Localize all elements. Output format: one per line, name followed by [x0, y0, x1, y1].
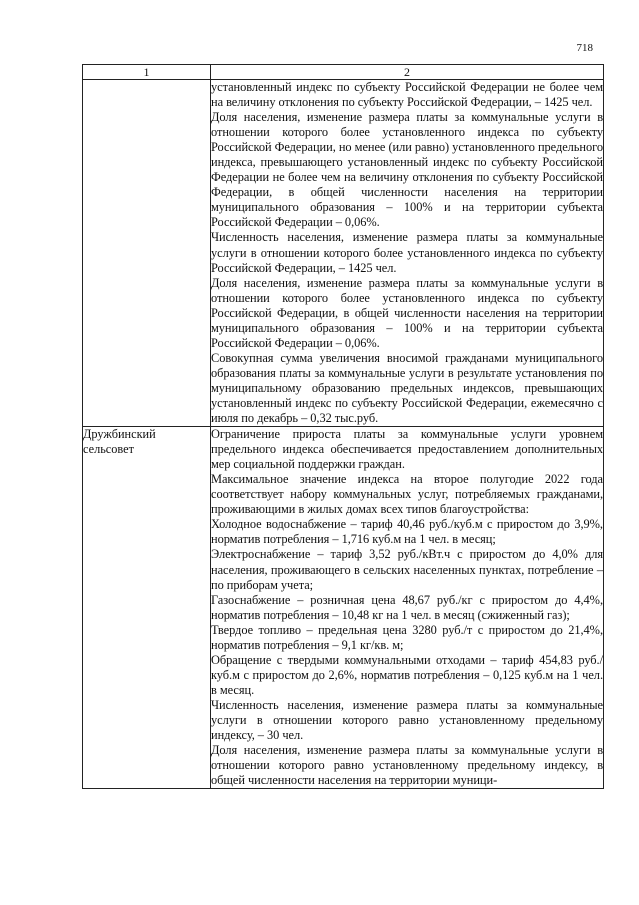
- paragraph: Ограничение прироста платы за коммунальные услуги уровнем предельного индекса обеспечивается предоставлением дополнительных мер социальной поддержки граждан.: [211, 427, 603, 472]
- paragraph: Холодное водоснабжение – тариф 40,46 руб./куб.м с приростом до 3,9%, норматив потребления – 1,716 куб.м на 1 чел. в месяц;: [211, 517, 603, 547]
- paragraph: Численность населения, изменение размера платы за коммунальные услуги в отношении которого равно установленному предельному индексу, – 30 чел.: [211, 697, 603, 743]
- paragraph: Электроснабжение – тариф 3,52 руб./кВт.ч с приростом до 4,0% для населения, проживающего в сельских населенных пунктах, потребление – по приборам учета;: [211, 547, 603, 592]
- paragraph: Доля населения, изменение размера платы за коммунальные услуги в отношении которого более установленного индекса по субъекту Российской Федерации, но менее (или равно) установленного предельного индекса, превышающего установленный индекс по субъекту Российской Федерации не более чем на величину отклонения по субъекту Российской Федерации, в общей численности населения на территории муниципального образования – 100% и на территории субъекта Российской Федерации – 0,06%.: [211, 110, 603, 230]
- paragraph: Максимальное значение индекса на второе полугодие 2022 года соответствует набору коммунальных услуг, потребляемых гражданами, проживающими в жилых домах всех типов благоустройства:: [211, 472, 603, 517]
- document-table: [82, 64, 604, 789]
- description-cell: [211, 80, 604, 427]
- paragraph: Доля населения, изменение размера платы за коммунальные услуги в отношении которого более установленного индекса по субъекту Российской Федерации, в общей численности населения на территории муниципального образования – 100% и на территории субъекта Российской Федерации – 0,06%.: [211, 275, 603, 350]
- page-number: 718: [576, 42, 593, 54]
- paragraph: Численность населения, изменение размера платы за коммунальные услуги в отношении которого более установленного индекса по субъекту Российской Федерации, – 1425 чел.: [211, 230, 603, 275]
- paragraph: установленный индекс по субъекту Российской Федерации не более чем на величину отклонения по субъекту Российской Федерации, – 1425 чел.: [211, 80, 603, 110]
- column-header-1: 1: [83, 65, 211, 80]
- table-row: [83, 427, 604, 789]
- paragraph: Твердое топливо – предельная цена 3280 руб./т с приростом до 21,4%, норматив потребления – 9,1 кг/кв. м;: [211, 622, 603, 652]
- paragraph: Обращение с твердыми коммунальными отходами – тариф 454,83 руб./куб.м с приростом до 2,6%, норматив потребления – 0,125 куб.м на 1 чел. в месяц.: [211, 652, 603, 697]
- table-header-row: [83, 65, 604, 80]
- municipality-name-line: Дружбинский: [83, 427, 156, 442]
- paragraph: Совокупная сумма увеличения вносимой гражданами муниципального образования платы за коммунальные услуги в результате установления по муниципальному образованию предельных индексов, превышающих установленный индекс по субъекту Российской Федерации, ежемесячно с июля по декабрь – 0,32 тыс.руб.: [211, 350, 603, 426]
- municipality-cell: [83, 80, 211, 427]
- description-cell: [211, 427, 604, 789]
- municipality-cell: [83, 427, 211, 789]
- municipality-name-line: сельсовет: [83, 442, 134, 457]
- paragraph: Доля населения, изменение размера платы за коммунальные услуги в отношении которого равно установленному предельному индексу, в общей численности населения на территории муници-: [211, 743, 603, 788]
- column-header-2: 2: [211, 65, 604, 80]
- paragraph: Газоснабжение – розничная цена 48,67 руб./кг с приростом до 4,4%, норматив потребления – 10,48 кг на 1 чел. в месяц (сжиженный газ);: [211, 592, 603, 622]
- table-row: [83, 80, 604, 427]
